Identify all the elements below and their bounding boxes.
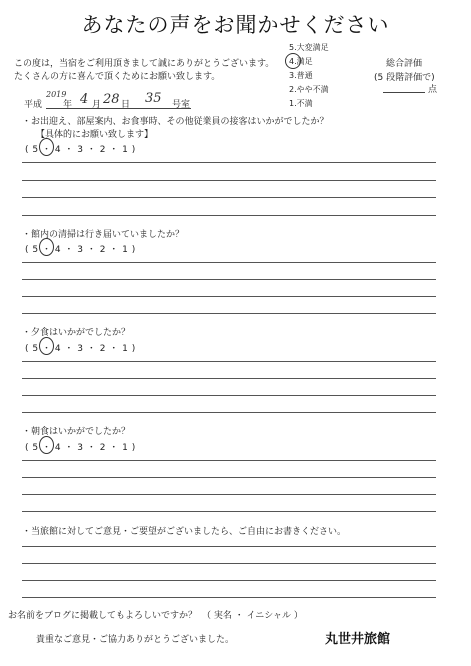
month-handwritten: 4: [80, 92, 89, 107]
question-1-subtext: 【具体的にお願い致します】: [36, 130, 154, 140]
question-3-scale: ( 5 ・ 4 ・ 3 ・ 2 ・ 1 ): [25, 344, 136, 354]
question-4-scale: ( 5 ・ 4 ・ 3 ・ 2 ・ 1 ): [25, 443, 136, 453]
question-2-text: ・館内の清掃は行き届いていましたか？: [22, 230, 185, 240]
intro-line-2: たくさんの方に喜んで頂くためにお願い致します。: [14, 72, 221, 82]
answer-line: [22, 494, 436, 495]
room-handwritten: 35: [145, 91, 162, 106]
blog-question: お名前をブログに掲載してもよろしいですか？: [8, 611, 198, 621]
question-1-text: ・お出迎え、部屋案内、お食事時、その他従業員の接客はいかがでしたか？: [22, 117, 329, 127]
question-1-scale: ( 5 ・ 4 ・ 3 ・ 2 ・ 1 ): [25, 145, 136, 155]
question-3-selected-circle: [39, 337, 54, 355]
answer-line: [22, 313, 436, 314]
legend-item-2: 2.やや不満: [289, 85, 329, 94]
free-comment-prompt: ・当旅館に対してご意見・ご要望がございましたら、ご自由にお書きください。: [22, 527, 347, 537]
legend-item-1: 1.不満: [289, 99, 313, 108]
answer-line: [22, 597, 436, 598]
overall-points-suffix: 点: [428, 85, 438, 95]
answer-line: [22, 546, 436, 547]
answer-line: [22, 511, 436, 512]
question-4-text: ・朝食はいかがでしたか？: [22, 427, 131, 437]
day-handwritten: 28: [103, 92, 120, 107]
year-label: 年: [63, 100, 73, 110]
question-4-selected-circle: [39, 436, 54, 454]
answer-line: [22, 197, 436, 198]
answer-line: [22, 180, 436, 181]
answer-line: [22, 378, 436, 379]
date-underline: [46, 108, 191, 109]
overall-points-line: [383, 92, 425, 93]
question-3-text: ・夕食はいかがでしたか？: [22, 328, 131, 338]
answer-line: [22, 395, 436, 396]
year-handwritten: 2019: [46, 90, 67, 99]
intro-line-1: この度は，当宿をご利用頂きまして誠にありがとうございます。: [14, 59, 275, 69]
blog-options: （ 実名 ・ イニシャル ）: [202, 611, 303, 621]
legend-selected-circle: [285, 53, 301, 69]
answer-line: [22, 279, 436, 280]
inn-name: 丸世井旅館: [325, 632, 391, 647]
era-label: 平成: [24, 100, 43, 110]
month-label: 月: [92, 100, 102, 110]
answer-line: [22, 580, 436, 581]
answer-line: [22, 162, 436, 163]
overall-rating-label: 総合評価: [386, 59, 423, 69]
answer-line: [22, 296, 436, 297]
answer-line: [22, 361, 436, 362]
overall-rating-sub: (5 段階評価で): [374, 73, 435, 83]
thanks-message: 貴重なご意見・ご協力ありがとうございました。: [36, 635, 235, 645]
answer-line: [22, 412, 436, 413]
answer-line: [22, 215, 436, 216]
day-label: 日: [121, 100, 131, 110]
answer-line: [22, 477, 436, 478]
question-2-selected-circle: [39, 238, 54, 256]
answer-line: [22, 262, 436, 263]
question-2-scale: ( 5 ・ 4 ・ 3 ・ 2 ・ 1 ): [25, 245, 136, 255]
legend-item-4: 4.満足: [289, 57, 313, 66]
page-title: あなたの声をお聞かせください: [81, 13, 390, 37]
question-1-selected-circle: [39, 138, 54, 156]
room-label: 号室: [172, 100, 191, 110]
answer-line: [22, 563, 436, 564]
answer-line: [22, 460, 436, 461]
legend-item-3: 3.普通: [289, 71, 313, 80]
legend-item-5: 5.大変満足: [289, 43, 329, 52]
